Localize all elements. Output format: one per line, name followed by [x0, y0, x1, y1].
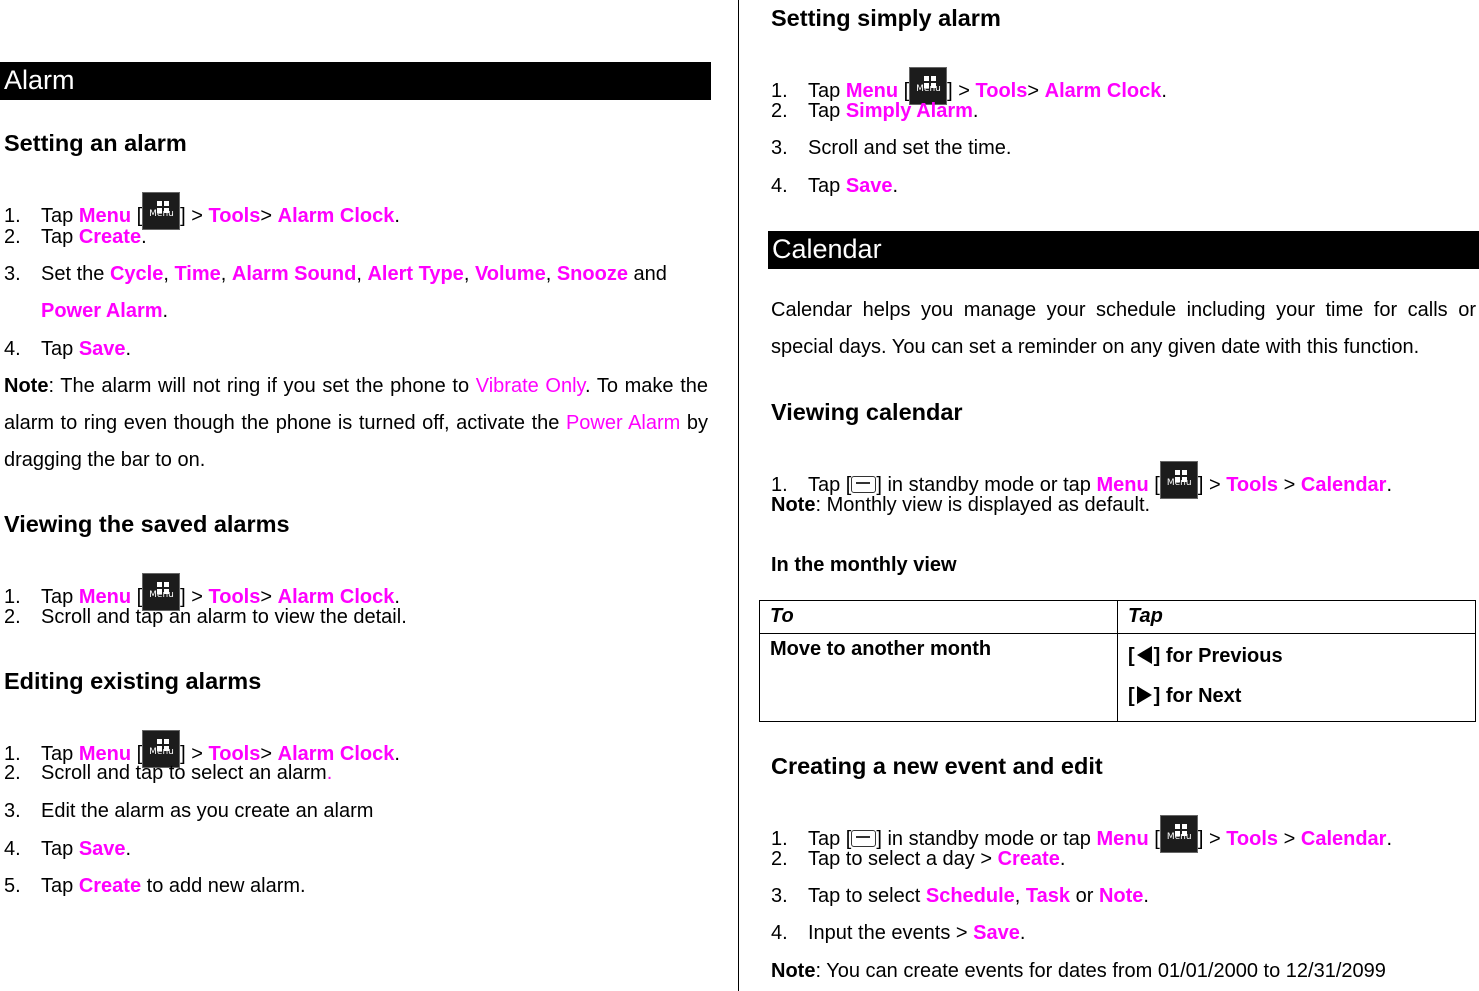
- setting-step-2: 2. Tap Create.: [4, 226, 147, 248]
- simply-alarm-heading: Setting simply alarm: [771, 5, 1001, 31]
- next-arrow-icon: [1137, 686, 1152, 704]
- simply-step-3: 3. Scroll and set the time.: [771, 137, 1012, 159]
- menu-icon: Menu: [909, 67, 947, 105]
- creating-step-3: 3. Tap to select Schedule, Task or Note.: [771, 885, 1149, 907]
- monthly-view-heading: In the monthly view: [771, 554, 957, 576]
- monthly-view-table: [759, 600, 1476, 722]
- creating-event-heading: Creating a new event and edit: [771, 753, 1103, 779]
- creating-note: Note: You can create events for dates from 01/01/2000 to 12/31/2099: [771, 960, 1386, 982]
- calendar-intro: Calendar helps you manage your schedule including your time for calls or special days. You can set a reminder on any given date with this function.: [771, 299, 1476, 358]
- column-divider: [738, 0, 739, 991]
- table-header-tap: Tap: [1118, 601, 1476, 634]
- menu-icon: Menu: [1160, 461, 1198, 499]
- setting-step-4: 4. Tap Save.: [4, 338, 132, 360]
- setting-step-1: 1. Tap Menu [ Menu ] > Tools> Alarm Clock.: [4, 192, 400, 230]
- simply-step-4: 4. Tap Save.: [771, 175, 899, 197]
- editing-step-3: 3. Edit the alarm as you create an alarm: [4, 800, 374, 822]
- viewing-step-2: 2. Scroll and tap an alarm to view the detail.: [4, 606, 407, 628]
- creating-step-1: 1. Tap [ ] in standby mode or tap Menu [ Menu ] > Tools > Calendar.: [771, 815, 1392, 853]
- editing-step-5: 5. Tap Create to add new alarm.: [4, 875, 306, 897]
- table-row: [760, 634, 1476, 722]
- creating-step-2: 2. Tap to select a day > Create.: [771, 848, 1066, 870]
- menu-icon: Menu: [1160, 815, 1198, 853]
- table-header-row: [760, 601, 1476, 634]
- setting-step-3: 3. Set the Cycle, Time, Alarm Sound, Alert Type, Volume, Snooze and: [4, 263, 667, 285]
- setting-note: Note: The alarm will not ring if you set the phone to Vibrate Only. To make the alarm to ring even though the phone is turned off, activate the Power Alarm by dragging the bar to on.: [4, 375, 709, 471]
- menu-icon: Menu: [142, 730, 180, 768]
- viewing-alarms-heading: Viewing the saved alarms: [4, 511, 290, 537]
- calendar-section-banner: Calendar: [768, 231, 1479, 269]
- previous-arrow-icon: [1137, 646, 1152, 664]
- table-header-to: To: [760, 601, 1118, 634]
- editing-step-1: 1. Tap Menu [ Menu ] > Tools> Alarm Clock.: [4, 730, 400, 768]
- setting-alarm-heading: Setting an alarm: [4, 130, 187, 156]
- simply-step-1: 1. Tap Menu [ Menu ] > Tools> Alarm Clock.: [771, 67, 1167, 105]
- editing-alarms-heading: Editing existing alarms: [4, 668, 262, 694]
- menu-icon: Menu: [142, 192, 180, 230]
- calendar-key-icon: [851, 476, 876, 493]
- alarm-section-banner: Alarm: [0, 62, 711, 100]
- editing-step-4: 4. Tap Save.: [4, 838, 132, 860]
- viewing-calendar-step-1: 1. Tap [ ] in standby mode or tap Menu [ Menu ] > Tools > Calendar.: [771, 461, 1392, 499]
- calendar-key-icon: [851, 830, 876, 847]
- table-cell-to: Move to another month: [760, 634, 1118, 722]
- viewing-calendar-note: Note: Monthly view is displayed as default.: [771, 494, 1151, 516]
- menu-icon: Menu: [142, 573, 180, 611]
- viewing-step-1: 1. Tap Menu [ Menu ] > Tools> Alarm Clock.: [4, 573, 400, 611]
- editing-step-2: 2. Scroll and tap to select an alarm.: [4, 762, 333, 784]
- setting-step-3-cont: Power Alarm.: [41, 300, 169, 322]
- creating-step-4: 4. Input the events > Save.: [771, 922, 1026, 944]
- simply-step-2: 2. Tap Simply Alarm.: [771, 100, 979, 122]
- viewing-calendar-heading: Viewing calendar: [771, 399, 963, 425]
- table-cell-tap: [ ] for Previous [ ] for Next: [1118, 634, 1476, 722]
